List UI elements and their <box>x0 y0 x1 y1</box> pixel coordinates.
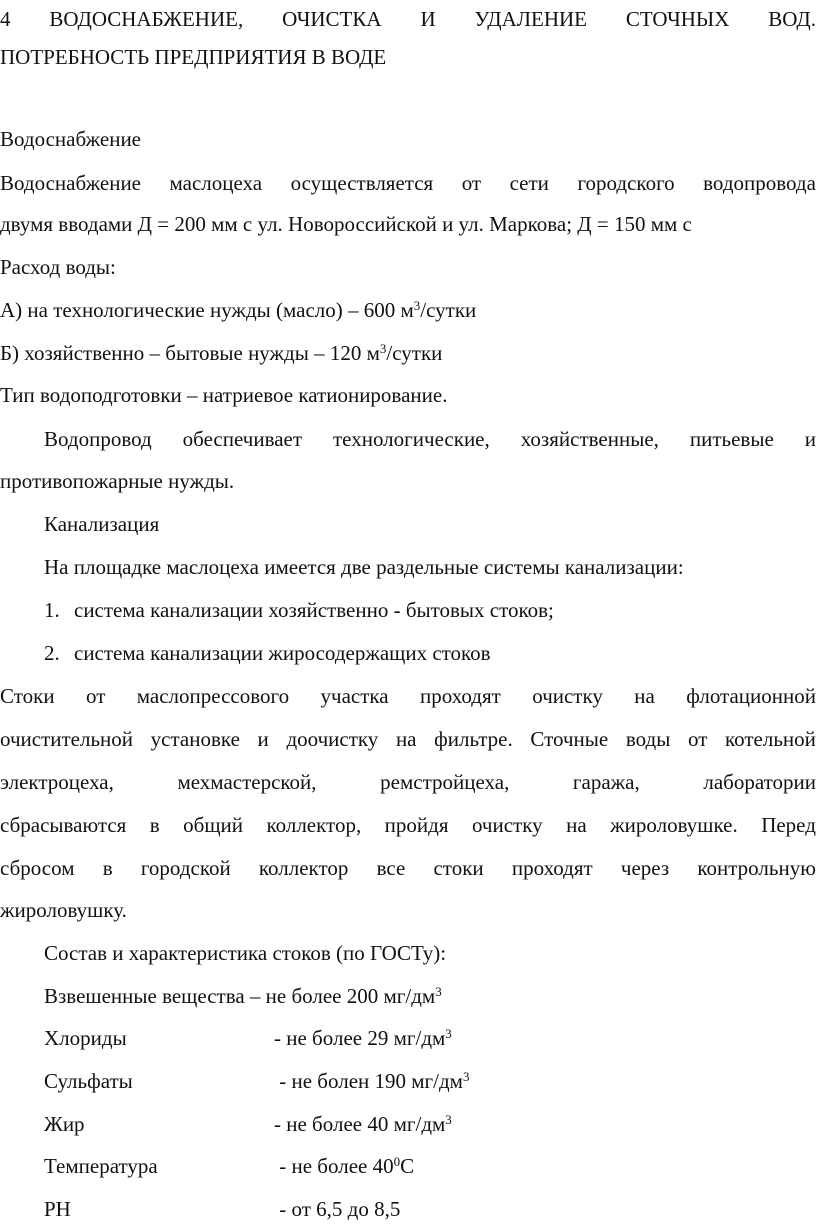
word: на <box>395 727 417 751</box>
composition-value: - не болен 190 мг/дм <box>274 1069 463 1093</box>
composition-label: Сульфаты <box>44 1069 133 1093</box>
word: от <box>85 684 106 708</box>
word: проходят <box>420 684 501 708</box>
heading-word: ВОДОСНАБЖЕНИЕ, <box>49 7 244 31</box>
list-number: 2. <box>44 641 60 665</box>
word: гаража, <box>572 770 640 794</box>
word: Водоснабжение <box>0 171 142 195</box>
heading-word: ОЧИСТКА <box>282 7 382 31</box>
word: электроцеха, <box>0 770 114 794</box>
word: доочистку <box>286 727 379 751</box>
word: контрольную <box>697 856 816 880</box>
word: на <box>566 813 587 837</box>
word: Перед <box>761 813 816 837</box>
word: маслоцеха <box>169 171 263 195</box>
word: установке <box>150 727 240 751</box>
word: городской <box>140 856 231 880</box>
composition-value: - не более 40 <box>274 1154 394 1178</box>
superscript: 3 <box>445 1112 452 1127</box>
sewerage-paragraph-line <box>0 681 816 711</box>
word: хозяйственные, <box>520 427 659 451</box>
list-text: система канализации хозяйственно - бытовых стоков; <box>74 598 554 622</box>
word: пройдя <box>384 813 449 837</box>
sewerage-paragraph-line <box>0 724 816 754</box>
composition-value: - не более 40 мг/дм <box>274 1112 446 1136</box>
superscript: 3 <box>413 298 421 313</box>
word: технологические, <box>333 427 490 451</box>
word: Водопровод <box>44 427 152 451</box>
composition-label: РН <box>44 1197 71 1221</box>
word: маслопрессового <box>136 684 290 708</box>
word: городского <box>577 171 675 195</box>
superscript: 0 <box>393 1154 401 1169</box>
pipeline-paragraph-line-1 <box>44 424 816 454</box>
word: Стоки <box>0 684 55 708</box>
word: на <box>634 684 655 708</box>
heading-line-1 <box>0 4 816 34</box>
item-unit: /сутки <box>420 298 477 322</box>
word: обеспечивает <box>182 427 303 451</box>
word: жироловушке. <box>610 813 738 837</box>
word: воды <box>625 727 671 751</box>
heading-word: СТОЧНЫХ <box>625 7 730 31</box>
sewerage-paragraph-line <box>0 853 816 883</box>
word: общий <box>183 813 244 837</box>
sewerage-list-item <box>44 595 816 625</box>
composition-row <box>44 1194 816 1224</box>
word: очистительной <box>0 727 134 751</box>
sewerage-intro: На площадке маслоцеха имеется две раздельные системы канализации: <box>44 555 684 579</box>
composition-value: - от 6,5 до 8,5 <box>274 1197 401 1221</box>
water-supply-paragraph-line-2: двумя вводами Д = 200 мм с ул. Новороссийской и ул. Маркова; Д = 150 мм с <box>0 212 692 236</box>
word: через <box>620 856 670 880</box>
composition-row <box>44 1066 816 1096</box>
word: в <box>102 856 113 880</box>
item-text: Б) хозяйственно – бытовые нужды – 120 м <box>0 341 380 365</box>
composition-row <box>44 1151 816 1181</box>
heading-word: УДАЛЕНИЕ <box>474 7 587 31</box>
treatment-type: Тип водоподготовки – натриевое катионирование. <box>0 383 448 407</box>
water-supply-paragraph-line-1 <box>0 168 816 198</box>
word: сбрасываются <box>0 813 127 837</box>
word: фильтре. <box>434 727 513 751</box>
word: коллектор <box>258 856 349 880</box>
consumption-item-a <box>0 295 816 325</box>
item-unit: /сутки <box>386 341 443 365</box>
word: Сточные <box>530 727 609 751</box>
superscript: 3 <box>435 984 442 999</box>
word: очистку <box>471 813 543 837</box>
word: сбросом <box>0 856 75 880</box>
word: от <box>687 727 708 751</box>
word: питьевые <box>689 427 774 451</box>
word: сети <box>509 171 549 195</box>
word: очистку <box>532 684 603 708</box>
word: все <box>376 856 406 880</box>
heading-word: ВОД. <box>768 7 816 31</box>
sewerage-list-item <box>44 638 816 668</box>
consumption-item-b <box>0 338 816 368</box>
composition-value: - не более 29 мг/дм <box>274 1026 446 1050</box>
pipeline-paragraph-line-2: противопожарные нужды. <box>0 469 235 493</box>
composition-label: Температура <box>44 1154 158 1178</box>
composition-row <box>44 1109 816 1139</box>
sewerage-paragraph-line: жироловушку. <box>0 898 127 922</box>
word: мехмастерской, <box>177 770 317 794</box>
superscript: 3 <box>462 1069 470 1084</box>
composition-suspended <box>44 981 816 1011</box>
word: водопровода <box>703 171 816 195</box>
heading-word: И <box>420 7 436 31</box>
word: и <box>804 427 816 451</box>
composition-title: Состав и характеристика стоков (по ГОСТу): <box>44 941 447 965</box>
superscript: 3 <box>379 341 387 356</box>
list-number: 1. <box>44 598 60 622</box>
word: лаборатории <box>703 770 816 794</box>
sewerage-subtitle: Канализация <box>44 512 160 536</box>
water-supply-subtitle: Водоснабжение <box>0 127 142 151</box>
word: от <box>461 171 482 195</box>
heading-line-2: ПОТРЕБНОСТЬ ПРЕДПРИЯТИЯ В ВОДЕ <box>0 45 387 69</box>
list-text: система канализации жиросодержащих стоков <box>74 641 491 665</box>
composition-row <box>44 1023 816 1053</box>
word: флотационной <box>686 684 816 708</box>
sewerage-paragraph-line <box>0 767 816 797</box>
word: в <box>149 813 160 837</box>
composition-unit: С <box>400 1154 415 1178</box>
composition-text: Взвешенные вещества – не более 200 мг/дм <box>44 984 436 1008</box>
word: осуществляется <box>290 171 434 195</box>
word: участка <box>320 684 389 708</box>
composition-label: Жир <box>44 1112 85 1136</box>
sewerage-paragraph-line <box>0 810 816 840</box>
item-text: А) на технологические нужды (масло) – 600 м <box>0 298 414 322</box>
word: коллектор, <box>266 813 362 837</box>
word: ремстройцеха, <box>380 770 510 794</box>
heading-word: 4 <box>0 7 11 31</box>
consumption-label: Расход воды: <box>0 255 116 279</box>
word: и <box>257 727 269 751</box>
word: проходят <box>511 856 593 880</box>
superscript: 3 <box>445 1026 452 1041</box>
composition-label: Хлориды <box>44 1026 127 1050</box>
word: стоки <box>433 856 484 880</box>
word: котельной <box>725 727 816 751</box>
